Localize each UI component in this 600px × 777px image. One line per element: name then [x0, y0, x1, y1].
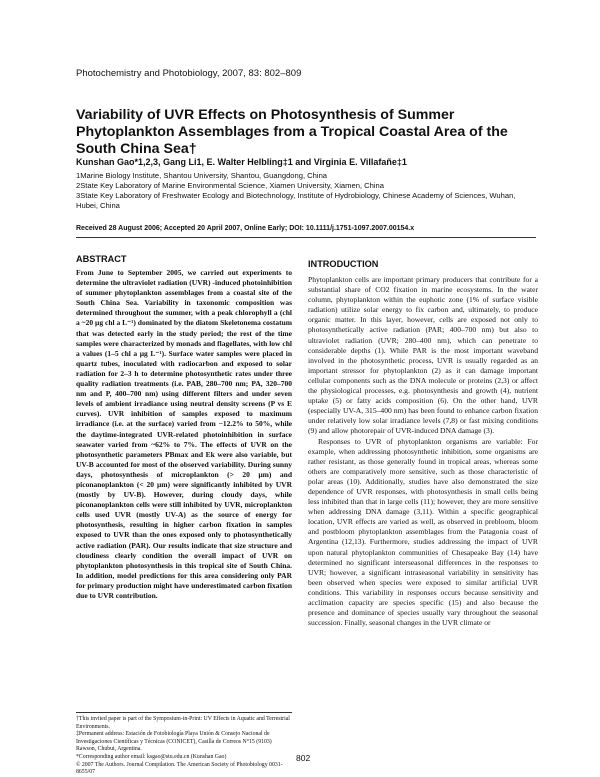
page-number: 802	[296, 753, 311, 763]
affiliation-2: 2State Key Laboratory of Marine Environmental Science, Xiamen University, Xiamen, China	[76, 181, 384, 190]
abstract-heading: ABSTRACT	[76, 254, 127, 264]
affiliation-3: 3State Key Laboratory of Freshwater Ecology and Biotechnology, Institute of Hydrobiology, Chinese Academy of Sciences, Wuhan, Hubei, China	[76, 191, 516, 210]
received-dates-doi: Received 28 August 2006; Accepted 20 April 2007, Online Early; DOI: 10.1111/j.1751-1097.2007.00154.x	[76, 225, 415, 232]
introduction-body	[308, 275, 538, 628]
footnote-permanent-address: ‡Permanent address: Estación de Fotobiología Playa Unión & Consejo Nacional de Investigaciones Científicas y Técnicas (CONICET), Casilla de Correos N°15 (9103) Rawson, Chubut, Argentina.	[76, 731, 272, 753]
footnote-copyright: © 2007 The Authors. Journal Compilation. The American Society of Photobiology 0031-8655/07	[76, 761, 283, 776]
paper-title: Variability of UVR Effects on Photosynthesis of Summer Phytoplankton Assemblages from a Tropical Coastal Area of the South China Sea†	[76, 107, 508, 157]
affiliation-1: 1Marine Biology Institute, Shantou University, Shantou, Guangdong, China	[76, 171, 328, 180]
affiliations	[76, 171, 536, 211]
header-divider	[76, 237, 536, 238]
abstract-body: From June to September 2005, we carried out experiments to determine the ultraviolet radiation (UVR) -induced photoinhibition of summer phytoplankton assemblages from a coastal site of the South China Sea. Variability in taxonomic composition was determined throughout the summer, with a peak chlorophyll a (chl a ~20 µg chl a L⁻¹) dominated by the diatom Skeletonema costatum that was detected early in the study period; the rest of the time samples were characterized by monads and flagellates, with low chl a values (1–5 chl a µg L⁻¹). Surface water samples were placed in quartz tubes, inoculated with radiocarbon and exposed to solar radiation for 2–3 h to determine photosynthetic rates under three quality radiation treatments (i.e. PAB, 280–700 nm; PA, 320–700 nm and P, 400–700 nm) using different filters and under seven levels of ambient irradiance using neutral density screens (P vs E curves). UVR inhibition of samples exposed to maximum irradiance (i.e. at the surface) varied from −12.2% to 50%, while the daytime-integrated UVR-related photoinhibition in surface seawater varied from ~62% to 7%. The effects of UVR on the photosynthetic parameters PBmax and Ek were also variable, but UV-B accounted for most of the observed variability. During sunny days, photosynthesis of microplankton (> 20 µm) and piconanoplankton (< 20 µm) were significantly inhibited by UVR (mostly by UV-B). However, during cloudy days, while piconanoplankton cells were still inhibited by UVR, microplankton cells used UVR (mostly UV-A) as the source of energy for photosynthesis, resulting in higher carbon fixation in samples exposed to UVR than the ones exposed only to photosynthetically active radiation (PAR). Our results indicate that size structure and cloudiness clearly condition the overall impact of UVR on phytoplankton photosynthesis in this tropical site of South China. In addition, model predictions for this area considering only PAR for primary production might have underestimated carbon fixation due to UVR contribution.	[76, 268, 292, 600]
intro-paragraph-2: Responses to UVR of phytoplankton organisms are variable: For example, when addressing photosynthetic inhibition, some organisms are rather resistant, as those generally found in tropical areas, whereas some others are comparatively more sensitive, such as those characteristic of polar areas (10). Additionally, studies have also demonstrated the size dependence of UVR responses, with photosynthesis in small cells being less inhibited than that in large cells (11); however, they are more sensitive when addressing DNA damage (3,11). Within a specific geographical location, UVR effects are varied as well, as observed in prebloom, bloom and postbloom phytoplankton assemblages from the Patagonia coast of Argentina (12,13). Furthermore, studies addressing the impact of UVR upon natural phytoplankton communities of Chesapeake Bay (14) have determined no significant interseasonal differences in the responses to UVR; however, a significant intraseasonal variability in sensitivity has been observed when species were exposed to similar artificial UVR conditions. This variability in responses occurs because sensitivity and acclimation capacity are species specific (15) and also because the presence and dominance of species usually vary throughout the seasonal succession. Finally, seasonal changes in the UVR climate or	[308, 436, 538, 628]
footnotes	[76, 716, 292, 777]
introduction-heading: INTRODUCTION	[308, 259, 379, 269]
journal-citation: Photochemistry and Photobiology, 2007, 83: 802–809	[76, 68, 302, 79]
author-list: Kunshan Gao*1,2,3, Gang Li1, E. Walter Helbling‡1 and Virginia E. Villafañe‡1	[76, 157, 407, 167]
footnote-symposium: †This invited paper is part of the Symposium-in-Print: UV Effects in Aquatic and Terrestrial Environments.	[76, 716, 290, 730]
intro-paragraph-1: Phytoplankton cells are important primary producers that contribute for a substantial share of CO2 fixation in marine ecosystems. In the water column, phytoplankton within the euphotic zone (1% of surface visible radiation) utilize solar energy to fix carbon and, ultimately, to produce organic matter. In this layer, however, cells are exposed not only to photosynthetically active radiation (PAR; 400–700 nm) but also to ultraviolet radiation (UVR; 280–400 nm), which can penetrate to considerable depths (1). While PAR is the most important waveband involved in the photosynthetic process, UVR is usually regarded as an important stressor for phytoplankton (2) as it can damage important cellular components such as the DNA molecule or proteins (2,3) or affect the physiological processes, e.g. photosynthesis and growth (4), nutrient uptake (5) or fatty acids composition (6). On the other hand, UVR (especially UV-A, 315–400 nm) has been found to enhance carbon fixation under relatively low solar irradiance levels (7,8) or fast mixing conditions (9) and allow photorepair of UVR-induced DNA damage (3).	[308, 275, 538, 436]
footnote-divider	[76, 712, 292, 713]
footnote-corresponding-author: *Corresponding author email: ksgao@stu.edu.cn (Kunshan Gao)	[76, 753, 227, 760]
